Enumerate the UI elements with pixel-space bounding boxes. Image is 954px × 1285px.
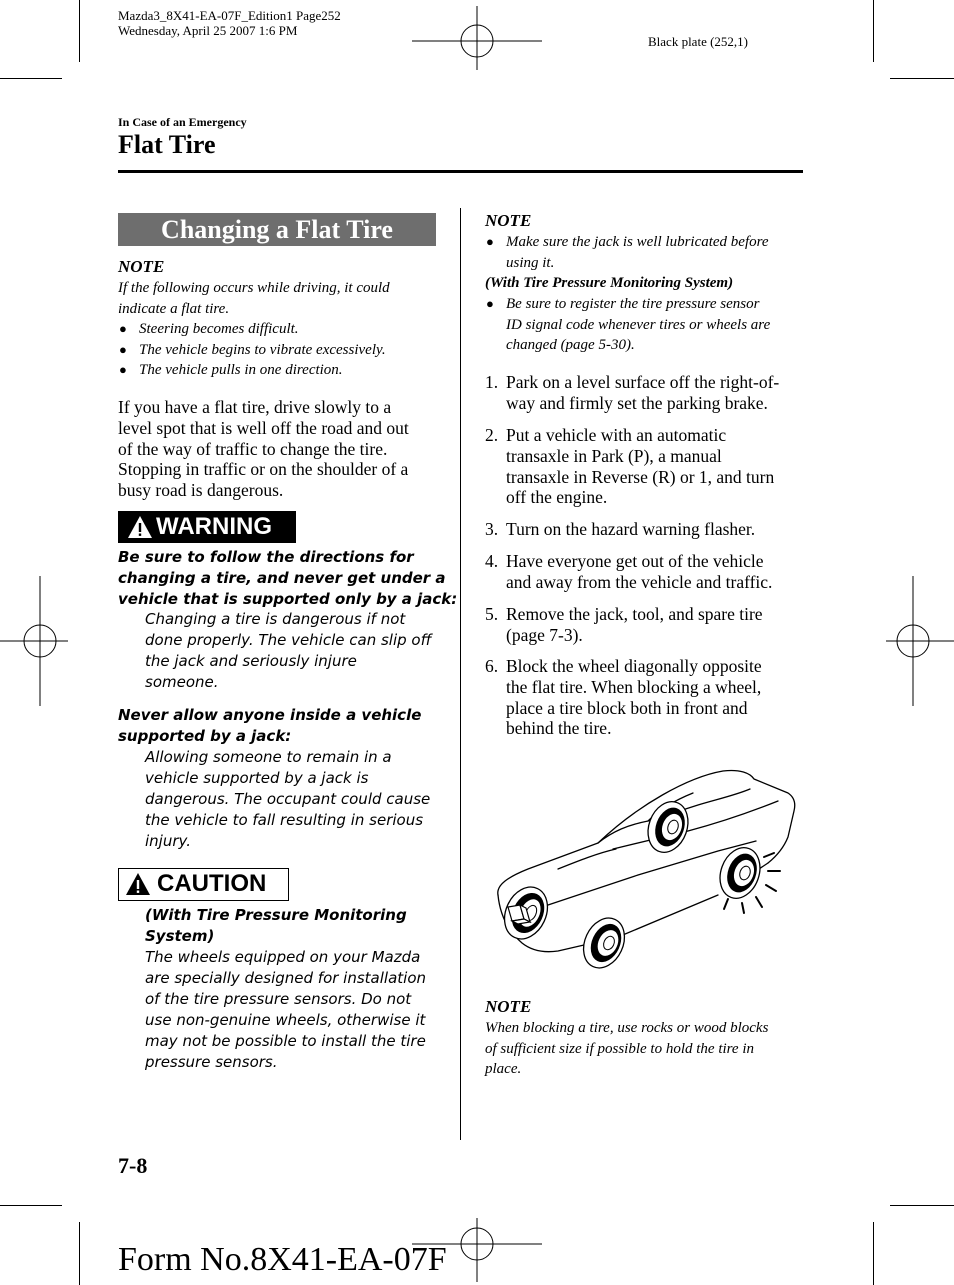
print-file-info: Mazda3_8X41-EA-07F_Edition1 Page252 [118, 8, 341, 23]
page-title: Flat Tire [118, 130, 216, 159]
step-item: 6. Block the wheel diagonally opposite the flat tire. When blocking a wheel, place a tire block both in front and behind the tire. [485, 656, 762, 739]
registration-mark-icon [886, 576, 954, 706]
form-number: Form No.8X41-EA-07F [118, 1241, 447, 1278]
caution-badge [118, 868, 289, 901]
print-header [118, 8, 341, 38]
step-item: 2. Put a vehicle with an automatic transaxle in Park (P), a manual transaxle in Reverse (R) or 1, and turn off the engine. [485, 425, 775, 508]
warning-triangle-icon [127, 515, 153, 539]
flat-tire-wheel-icon [713, 842, 780, 913]
note-heading: NOTE [485, 997, 532, 1016]
warning-badge [118, 511, 296, 543]
note-heading: NOTE [118, 257, 165, 276]
step-item: 4. Have everyone get out of the vehicle and away from the vehicle and traffic. [485, 551, 773, 592]
warning-item-heading: Be sure to follow the directions for changing a tire, and never get under a vehicle that is supported only by a jack: [118, 548, 458, 608]
caution-label: CAUTION [157, 870, 267, 897]
warning-item-text: Allowing someone to remain in a vehicle supported by a jack is dangerous. The occupant could cause the vehicle to fall resulting in serious injury. [145, 748, 431, 850]
section-banner: Changing a Flat Tire [118, 213, 436, 246]
list-item: ● Steering becomes difficult. [119, 321, 299, 337]
step-item: 3. Turn on the hazard warning flasher. [485, 519, 756, 539]
print-date: Wednesday, April 25 2007 1:6 PM [118, 23, 298, 38]
note-text: When blocking a tire, use rocks or wood blocks of sufficient size if possible to hold the tire in place. [485, 1020, 769, 1077]
plate-info: Black plate (252,1) [648, 34, 748, 49]
wheel-icon [576, 911, 632, 974]
column-divider [460, 208, 461, 1140]
step-item: 1. Park on a level surface off the right-of- way and firmly set the parking brake. [485, 372, 780, 413]
registration-mark-icon [412, 6, 542, 70]
car-wheel-block-illustration [488, 765, 808, 975]
title-rule [118, 170, 803, 173]
list-item: ● The vehicle pulls in one direction. [119, 362, 343, 378]
wheel-icon [641, 796, 694, 858]
step-item: 5. Remove the jack, tool, and spare tire (page 7-3). [485, 604, 763, 645]
caution-text: (With Tire Pressure Monitoring System) The wheels equipped on your Mazda are specially designed for installation of the tire pressure sensors. Do not use non-genuine wheels, otherwise it may not be possible to install the tire pressure sensors. [145, 906, 427, 1071]
warning-triangle-icon [125, 872, 151, 896]
intro-paragraph: If you have a flat tire, drive slowly to a level spot that is well off the road and out of the way of traffic to change the tire. Stopping in traffic or on the shoulder of a busy road is dangerous. [118, 397, 409, 501]
note-intro: If the following occurs while driving, it could indicate a flat tire. [118, 280, 390, 317]
list-item: ● Be sure to register the tire pressure sensor ID signal code whenever tires or wheels are changed (page 5-30). [486, 296, 771, 353]
section-label: In Case of an Emergency [118, 115, 247, 129]
warning-item-text: Changing a tire is dangerous if not done properly. The vehicle can slip off the jack and seriously injure someone. [145, 610, 432, 691]
warning-label: WARNING [156, 513, 272, 540]
page-number: 7-8 [118, 1153, 148, 1178]
note-subheading: (With Tire Pressure Monitoring System) [485, 275, 734, 291]
warning-item-heading: Never allow anyone inside a vehicle supported by a jack: [118, 706, 422, 745]
note-heading: NOTE [485, 211, 532, 230]
list-item: ● The vehicle begins to vibrate excessively. [119, 342, 386, 358]
registration-mark-icon [0, 576, 68, 706]
list-item: ● Make sure the jack is well lubricated before using it. [486, 234, 769, 271]
